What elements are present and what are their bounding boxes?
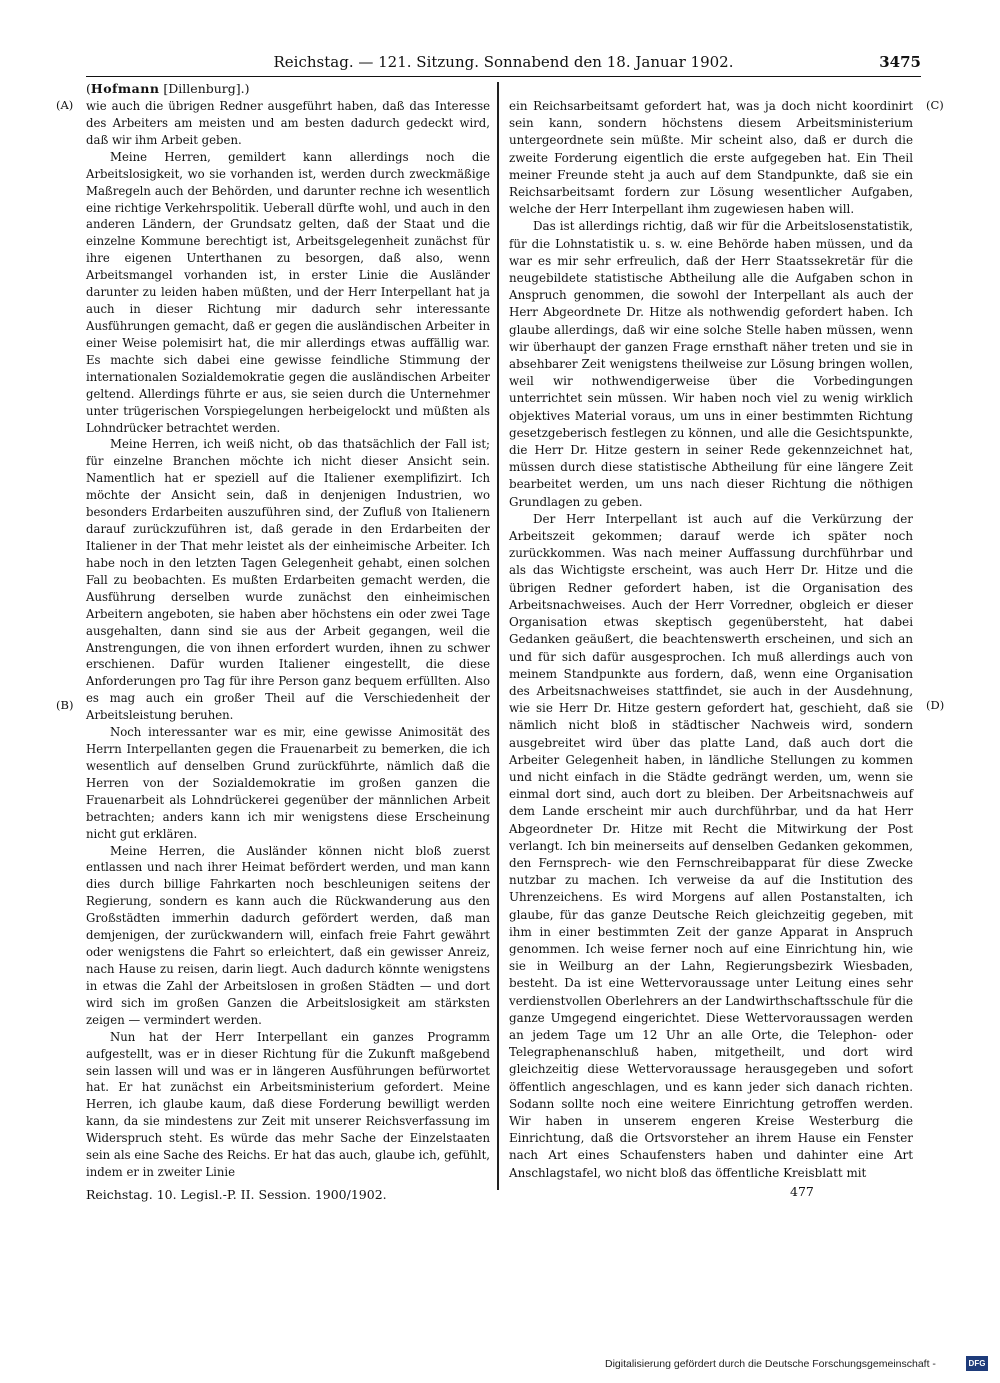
paragraph: Meine Herren, gemildert kann allerdings noch die Arbeitslosigkeit, wo sie vorhanden ist, werden durch zweckmäßige Maßregeln auch der Behörden, und darunter rechne ich wesentlich eine richtige Verkehrspolitik. Ueberall dürfte wohl, und auch in den anderen Ländern, der Grundsatz gelten, daß der Staat und die einzelne Kommune berechtigt ist, Arbeitsgelegenheit zunächst für ihre eigenen Unterthanen zu besorgen, daß also, wenn Arbeitsmangel vorhanden ist, in erster Linie die Ausländer darunter zu leiden haben müßten, und der Herr Interpellant hat ja auch in dieser Richtung mir dadurch sehr interessante Ausführungen gemacht, daß er gegen die ausländischen Arbeiter in einer Weise polemisirt hat, die mir allerdings etwas auffällig war. Es machte sich dabei eine gewisse feindliche Stimmung der internationalen Sozialdemokratie gegen die ausländischen Arbeiter geltend. Allerdings führte er aus, sie seien durch die Unternehmer unter trügerischen Vorspiegelungen herbeigelockt und müßten als Lohndrücker betrachtet werden. [86, 149, 490, 435]
footer-session-info: Reichstag. 10. Legisl.-P. II. Session. 1900/1902. [86, 1187, 387, 1202]
margin-label-d: (D) [926, 698, 945, 712]
page-number: 3475 [879, 53, 921, 71]
paragraph: Meine Herren, ich weiß nicht, ob das thatsächlich der Fall ist; für einzelne Branchen möchte ich nicht dieser Ansicht sein. Namentlich hat er speziell auf die Italiener exemplifizirt. Ich möchte der Ansicht sein, daß in denjenigen Industrien, wo besonders Erdarbeiten auszuführen sind, der Zufluß von Italienern darauf zurückzuführen ist, daß gerade in den Erdarbeiten der Italiener in der That mehr leistet als der einheimische Arbeiter. Ich habe noch in den letzten Tagen Gelegenheit gehabt, einen solchen Fall zu beobachten. Es mußten Erdarbeiten gemacht werden, die Ausführung derselben wurde zunächst den einheimischen Arbeitern angeboten, sie haben aber höchstens ein oder zwei Tage ausgehalten, dann sind sie aus der Arbeit gegangen, weil die Anstrengungen, die von ihnen erfordert wurden, ihnen zu schwer erschienen. Dafür wurden Italiener eingestellt, die diese Anforderungen pro Tag für ihre Person ganz bequem erfüllten. Also es mag auch ein großer Theil auf die Verschiedenheit der Arbeitsleistung beruhen. [86, 437, 490, 723]
right-text-column [509, 98, 913, 1182]
running-header [86, 52, 921, 77]
paragraph: Das ist allerdings richtig, daß wir für die Arbeitslosenstatistik, für die Lohnstatistik u. s. w. eine Behörde haben müssen, und da war es mir sehr erfreulich, daß der Herr Staatssekretär für die neugebildete statistische Abtheilung alle die Aufgaben schon in Anspruch genommen, die sowohl der Interpellant als auch der Herr Abgeordnete Dr. Hitze als nothwendig gefordert haben. Ich glaube allerdings, daß wir eine solche Stelle haben müssen, wenn wir überhaupt der ganzen Frage ernsthaft näher treten und sie in absehbarer Zeit wenigstens theilweise zur Lösung bringen wollen, weil wir nothwendigerweise über die Vorbedingungen unterrichtet sein müssen. Wir haben noch viel zu wenig wirklich objektives Material voraus, um uns in einer bestimmten Richtung gesetzgeberisch festlegen zu können, und alle die Gesichtspunkte, die Herr Dr. Hitze gestern in seiner Rede gekennzeichnet hat, müssen durch diese statistische Abtheilung für eine längere Zeit bearbeitet werden, um uns nach dieser Richtung die nöthigen Grundlagen zu geben. [509, 219, 913, 509]
speaker-name: Hofmann [90, 81, 160, 96]
column-divider [497, 82, 499, 1190]
speaker-affiliation: [Dillenburg].) [163, 81, 250, 96]
footer-signature-number: 477 [790, 1184, 814, 1199]
paragraph: ein Reichsarbeitsamt gefordert hat, was ja doch nicht koordinirt sein kann, sondern höchstens diesem Arbeitsministerium untergeordnete sein müßte. Mir scheint also, daß er durch die zweite Forderung eigentlich die erste aufgegeben hat. Ein Theil meiner Freunde steht ja auch auf dem Standpunkte, daß sie ein Reichsarbeitsamt fordern zur Lösung wesentlicher Aufgaben, welche der Herr Interpellant ihm zugewiesen haben will. [509, 99, 913, 217]
paragraph: Meine Herren, die Ausländer können nicht bloß zuerst entlassen und nach ihrer Heimat befördert werden, und man kann dies durch billige Fahrkarten noch beschleunigen seitens der Regierung, sondern es kann auch die Rückwanderung aus den Großstädten immerhin dadurch gefördert werden, daß man demjenigen, der zurückwandern will, einfach freie Fahrt gewährt oder wenigstens die Fahrt so erleichtert, daß ein gewisser Anreiz, nach Hause zu reisen, darin liegt. Auch dadurch könnte wenigstens in etwas die Zahl der Arbeitslosen in großen Städten — und dort wird sich im großen Ganzen die Arbeitslosigkeit am stärksten zeigen — vermindert werden. [86, 843, 490, 1027]
paragraph: wie auch die übrigen Redner ausgeführt haben, daß das Interesse des Arbeiters am meisten und am besten dadurch gedeckt wird, daß wir ihm Arbeit geben. [86, 99, 490, 147]
paragraph: Nun hat der Herr Interpellant ein ganzes Programm aufgestellt, was er in dieser Richtung für die Zukunft maßgebend sein lassen will und was er in längeren Ausführungen befürwortet hat. Er hat zunächst ein Arbeitsministerium gefordert. Meine Herren, ich glaube kaum, daß diese Forderung bewilligt werden kann, da sie mindestens zur Zeit mit unserer Reichsverfassung im Widerspruch steht. Es würde das mehr Sache der Einzelstaaten sein als eine Sache des Reichs. Er hat das auch, glaube ich, gefühlt, indem er in zweiter Linie [86, 1029, 490, 1180]
speaker-open-paren: ( [86, 81, 91, 96]
digitization-credit: Digitalisierung gefördert durch die Deutsche Forschungsgemeinschaft - [605, 1358, 936, 1370]
speaker-line [86, 80, 250, 98]
margin-label-c: (C) [926, 98, 944, 112]
margin-label-b: (B) [56, 698, 74, 712]
margin-label-a: (A) [56, 98, 74, 112]
paragraph: Noch interessanter war es mir, eine gewisse Animosität des Herrn Interpellanten gegen die Frauenarbeit zu bemerken, die ich wesentlich auf denselben Grund zurückführte, nämlich daß die Herren von der Sozialdemokratie im großen ganzen die Frauenarbeit als Lohndrückerei gegenüber der männlichen Arbeit betrachten; anders kann ich mir wenigstens diese Erscheinung nicht gut erklären. [86, 725, 490, 841]
dfg-logo: DFG [966, 1356, 988, 1371]
left-text-column [86, 98, 490, 1181]
paragraph: Der Herr Interpellant ist auch auf die Verkürzung der Arbeitszeit gekommen; darauf werde ich später noch zurückkommen. Was nach meiner Auffassung durchführbar und als das Wichtigste erscheint, was auch Herr Dr. Hitze und die übrigen Redner gefordert haben, ist die Organisation des Arbeitsnachweises. Auch der Herr Vorredner, obgleich er dieser Organisation etwas skeptisch gegenübersteht, hat dabei Gedanken geäußert, die beachtenswerth erscheinen, und sich an und für sich dafür ausgesprochen. Ich muß allerdings auch von meinem Standpunkte aus fordern, daß, wenn eine Organisation des Arbeitsnachweises stattfindet, sie auch in der Ausdehnung, wie sie Herr Dr. Hitze gestern gefordert hat, geschieht, daß sie nämlich nicht bloß in städtischer Nachweis wird, sondern ausgebreitet wird über das platte Land, daß auch dort die Arbeiter Gelegenheit haben, in ländliche Stellungen zu kommen und nicht einfach in die Städte gedrängt werden, um, wenn sie einmal dort sind, auch dort zu bleiben. Der Arbeitsnachweis auf dem Lande erscheint mir auch durchführbar, und da hat Herr Abgeordneter Dr. Hitze mit Recht die Mitwirkung der Post verlangt. Ich bin meinerseits auf denselben Gedanken gekommen, den Fernsprech- wie den Fernschreibapparat für diese Zwecke nutzbar zu machen. Ich verweise da auf die Institution des Uhrenzeichens. Es wird Morgens auf allen Postanstalten, ich glaube, für das ganze Deutsche Reich gleichzeitig gegeben, mit ihm in einer bestimmten Zeit der ganze Apparat in Anspruch genommen. Ich weise ferner noch auf eine Einrichtung hin, wie sie in Weilburg an der Lahn, Regierungsbezirk Wiesbaden, besteht. Da ist eine Wettervoraussage unter Leitung eines sehr verdienstvollen Oberlehrers an der Landwirthschaftsschule für die ganze Umgegend eingerichtet. Diese Wettervoraussagen werden an jedem Tage um 12 Uhr an alle Orte, die Telephon- oder Telegraphenanschluß haben, mitgetheilt, und dort wird gleichzeitig diese Wettervoraussage herausgegeben und sofort öffentlich angeschlagen, und es kann jeder sich danach richten. Sodann sollte noch eine weitere Einrichtung getroffen werden. Wir haben in unserem engeren Kreise Westerburg die Einrichtung, daß die Ortsvorsteher an ihrem Hause ein Fenster nach Art eines Schaufensters haben und dahinter eine Art Anschlagstafel, wo nicht bloß das öffentliche Kreisblatt mit [509, 511, 913, 1180]
running-title: Reichstag. — 121. Sitzung. Sonnabend den 18. Januar 1902. [273, 53, 734, 71]
